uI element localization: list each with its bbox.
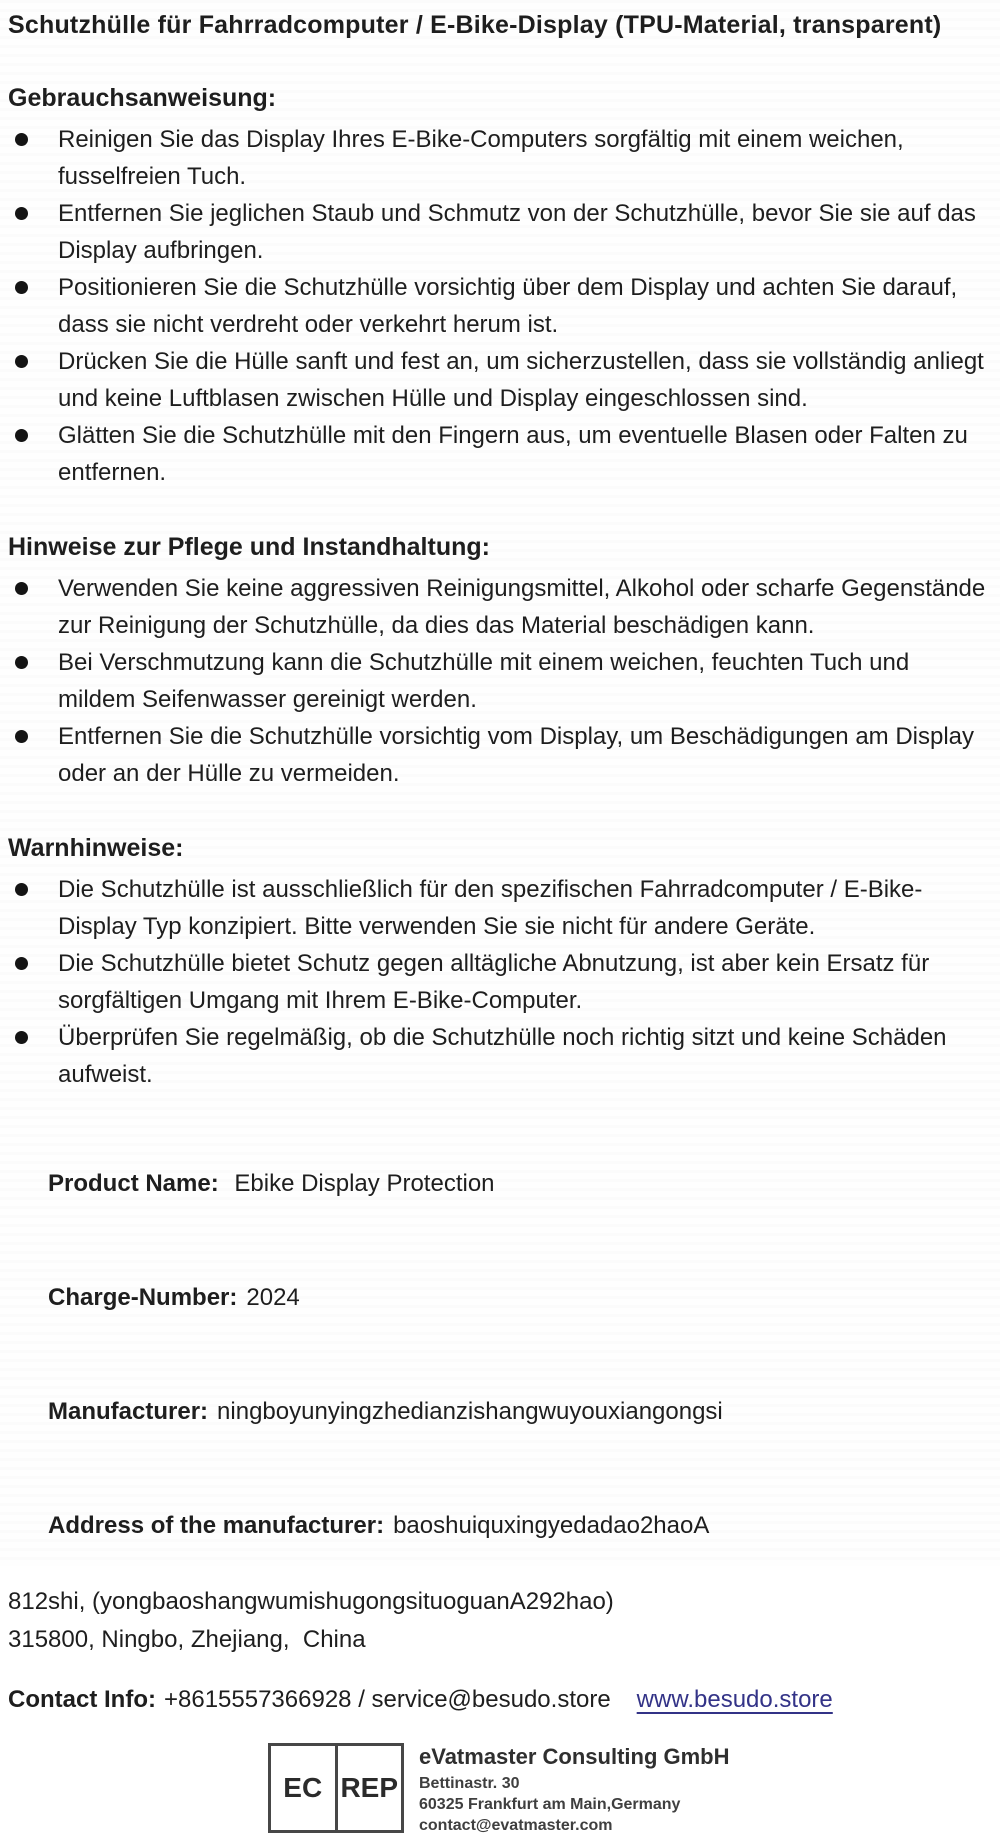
bullet-dot-icon <box>15 133 28 146</box>
bullet-dot-icon <box>15 957 28 970</box>
contact-info-label: Contact Info: <box>8 1686 156 1713</box>
product-info-block <box>8 1127 988 1659</box>
bullet-text: Die Schutzhülle bietet Schutz gegen alltägliche Abnutzung, ist aber kein Ersatz für sorgfältigen Umgang mit Ihrem E-Bike-Computer. <box>58 950 930 1014</box>
bullet-item <box>8 945 988 1019</box>
ec-rep-symbol <box>268 1743 404 1833</box>
bullet-item <box>8 570 988 644</box>
bullet-text: Entfernen Sie jeglichen Staub und Schmutz von der Schutzhülle, bevor Sie sie auf das Display aufbringen. <box>58 200 976 264</box>
section-heading-gebrauchsanweisung: Gebrauchsanweisung: <box>8 84 277 112</box>
section-pflege-instandhaltung <box>8 531 988 792</box>
section-heading-warnhinweise: Warnhinweise: <box>8 834 184 862</box>
bullet-item <box>8 343 988 417</box>
charge-number-label: Charge-Number: <box>48 1284 238 1311</box>
bullet-dot-icon <box>15 429 28 442</box>
bullet-text: Bei Verschmutzung kann die Schutzhülle mit einem weichen, feuchten Tuch und mildem Seifenwasser gereinigt werden. <box>58 649 910 713</box>
bullet-dot-icon <box>15 730 28 743</box>
bullet-dot-icon <box>15 281 28 294</box>
manufacturer-label: Manufacturer: <box>48 1398 209 1425</box>
bullet-text: Verwenden Sie keine aggressiven Reinigungsmittel, Alkohol oder scharfe Gegenstände zur Reinigung der Schutzhülle, da dies das Material beschädigen kann. <box>58 575 986 639</box>
bullet-item <box>8 269 988 343</box>
ec-rep-cell-rep: REP <box>340 1772 399 1803</box>
bullet-item <box>8 417 988 491</box>
bullet-text: Entfernen Sie die Schutzhülle vorsichtig vom Display, um Beschädigungen am Display oder an der Hülle zu vermeiden. <box>58 723 975 787</box>
ec-rep-cell-ec: EC <box>271 1746 338 1830</box>
bullet-dot-icon <box>15 207 28 220</box>
bullet-text: Drücken Sie die Hülle sanft und fest an, um sicherzustellen, dass sie vollständig anliegt und keine Luftblasen zwischen Hülle und Display eingeschlossen sind. <box>58 348 984 412</box>
contact-info-line <box>8 1683 988 1717</box>
bullet-dot-icon <box>15 656 28 669</box>
section-gebrauchsanweisung <box>8 82 988 491</box>
manufacturer-address-line2: 812shi, (yongbaoshangwumishugongsituoguanA292hao) <box>8 1588 614 1615</box>
representative-email: contact@evatmaster.com <box>419 1817 613 1834</box>
bullet-dot-icon <box>15 1031 28 1044</box>
bullet-dot-icon <box>15 883 28 896</box>
bullet-text: Glätten Sie die Schutzhülle mit den Fingern aus, um eventuelle Blasen oder Falten zu entfernen. <box>58 422 968 486</box>
website-link[interactable]: www.besudo.store <box>636 1686 833 1713</box>
manufacturer-line <box>8 1355 988 1469</box>
eu-representative-details <box>419 1743 730 1836</box>
charge-number-value: 2024 <box>246 1284 300 1311</box>
bullet-text: Die Schutzhülle ist ausschließlich für den spezifischen Fahrradcomputer / E-Bike-Display Typ konzipiert. Bitte verwenden Sie sie nicht für andere Geräte. <box>58 876 923 940</box>
manufacturer-value: ningboyunyingzhedianzishangwuyouxiangongsi <box>217 1398 723 1425</box>
document-title: Schutzhülle für Fahrradcomputer / E-Bike-Display (TPU-Material, transparent) <box>8 11 942 39</box>
bullet-item <box>8 718 988 792</box>
product-name-line <box>8 1127 988 1241</box>
section-heading-pflege: Hinweise zur Pflege und Instandhaltung: <box>8 533 490 561</box>
manufacturer-address-label: Address of the manufacturer: <box>48 1512 385 1539</box>
representative-company-name: eVatmaster Consulting GmbH <box>419 1744 730 1769</box>
ec-rep-block <box>268 1743 988 1836</box>
bullet-item <box>8 121 988 195</box>
product-name-value: Ebike Display Protection <box>227 1170 495 1197</box>
contact-info-value: +8615557366928 / service@besudo.store <box>163 1686 611 1713</box>
bullet-item <box>8 1019 988 1093</box>
manufacturer-address-line3: 315800, Ningbo, Zhejiang, China <box>8 1626 366 1653</box>
bullet-item <box>8 195 988 269</box>
bullet-text: Reinigen Sie das Display Ihres E-Bike-Computers sorgfältig mit einem weichen, fusselfreien Tuch. <box>58 126 904 190</box>
bullet-text: Positionieren Sie die Schutzhülle vorsichtig über dem Display und achten Sie darauf, dass sie nicht verdreht oder verkehrt herum ist. <box>58 274 958 338</box>
representative-city: 60325 Frankfurt am Main,Germany <box>419 1796 681 1813</box>
bullet-dot-icon <box>15 582 28 595</box>
bullet-text: Überprüfen Sie regelmäßig, ob die Schutzhülle noch richtig sitzt und keine Schäden aufweist. <box>58 1024 947 1088</box>
manufacturer-address-value: baoshuiquxingyedadao2haoA <box>393 1512 710 1539</box>
bullet-item <box>8 644 988 718</box>
product-name-label: Product Name: <box>48 1170 219 1197</box>
charge-number-line <box>8 1241 988 1355</box>
bullet-item <box>8 871 988 945</box>
bullet-dot-icon <box>15 355 28 368</box>
manufacturer-address-line <box>8 1469 988 1583</box>
section-warnhinweise <box>8 832 988 1093</box>
representative-street: Bettinastr. 30 <box>419 1775 520 1792</box>
